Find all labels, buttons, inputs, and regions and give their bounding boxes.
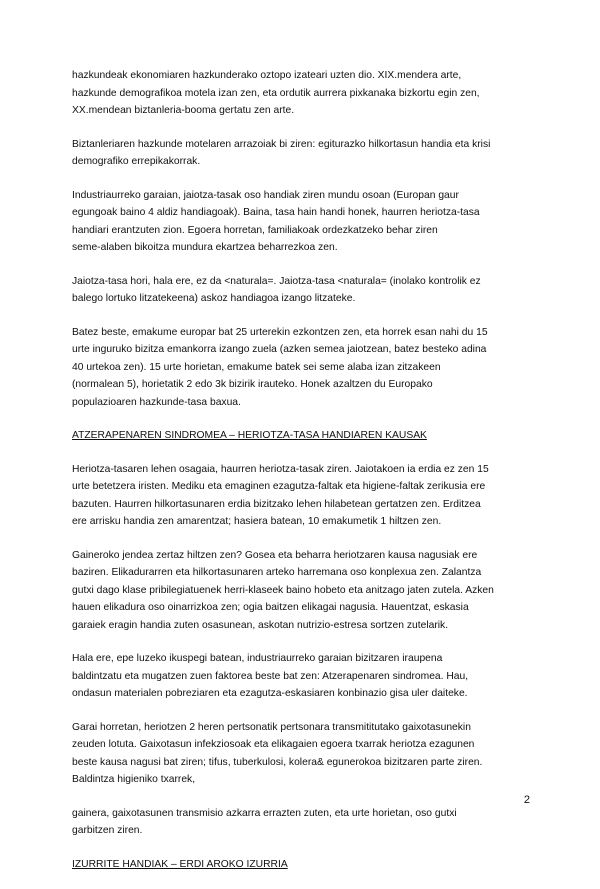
paragraph bbox=[72, 273, 532, 308]
paragraph-line: Heriotza-tasaren lehen osagaia, haurren heriotza-tasak ziren. Jaiotakoen ia erdia ez zen 15 bbox=[72, 463, 489, 475]
page-number: 2 bbox=[523, 794, 530, 806]
paragraph bbox=[72, 136, 532, 171]
paragraph-line: urte inguruko bizitza emankorra izango zuela (azken semea jaiotzean, batez besteko adina bbox=[72, 344, 487, 355]
paragraph-line: hazkundeak ekonomiaren hazkunderako oztopo izateari uzten dio. XIX.mendera arte, bbox=[72, 70, 462, 81]
paragraph-line: seme-alaben bikoitza mundura ekartzea beharrezkoa zen. bbox=[72, 242, 338, 253]
paragraph-line: beste kausa nagusi bat ziren; tifus, tuberkulosi, kolera& egunerokoa bizitzaren parte ziren. bbox=[72, 756, 483, 768]
paragraph-line: Industriaurreko garaian, jaiotza-tasak oso handiak ziren mundu osoan (Europan gaur bbox=[72, 189, 459, 201]
paragraph bbox=[72, 461, 532, 531]
paragraph-line: balego lortuko litzatekeena) askoz handiagoa izango litzateke. bbox=[72, 293, 356, 304]
paragraph-line: garbitzen ziren. bbox=[72, 825, 143, 836]
paragraph-line: egungoak baino 4 aldiz handiagoak). Baina, tasa hain handi honek, haurren heriotza-tasa bbox=[72, 207, 480, 218]
paragraph-line: baldintzatu eta mugatzen zuen faktorea beste bat zen: Atzerapenaren sindromea. Hau, bbox=[72, 670, 469, 682]
paragraph-line: XX.mendean biztanleria-booma gertatu zen arte. bbox=[72, 105, 295, 116]
paragraph-line: Gaineroko jendea zertaz hiltzen zen? Gosea eta beharra heriotzaren kausa nagusiak ere bbox=[72, 549, 478, 561]
paragraph-line: baziren. Elikadurarren eta hilkortasunaren arteko harremana oso konplexua zen. Zalantza bbox=[72, 567, 482, 578]
paragraph bbox=[72, 67, 532, 120]
paragraph-line: bazuten. Haurren hilkortasunaren erdia bizitzako lehen hilabetean gertatzen zen. Erditzea bbox=[72, 498, 481, 510]
paragraph-line: Biztanleriaren hazkunde motelaren arrazoiak bi ziren: egiturazko hilkortasun handia eta krisi bbox=[72, 138, 491, 150]
paragraph-line: demografiko errepikakorrak. bbox=[72, 156, 201, 167]
section-heading: ATZERAPENAREN SINDROMEA – HERIOTZA-TASA HANDIAREN KAUSAK bbox=[72, 430, 427, 441]
paragraph bbox=[72, 187, 532, 257]
paragraph-line: ondasun materialen pobreziaren eta ezagutza-eskasiaren konbinazio gisa uler daiteke. bbox=[72, 688, 468, 699]
paragraph bbox=[72, 547, 532, 635]
paragraph-line: zeuden lotuta. Gaixotasun infekziosoak eta elikagaien egoera txarrak heriotza ezagunen bbox=[72, 739, 475, 750]
paragraph-line: Garai horretan, heriotzen 2 heren pertsonatik pertsonara transmititutako gaixotasunekin bbox=[72, 721, 471, 733]
paragraph-line: ere arrisku handia zen amarentzat; hasiera batean, 10 emakumetik 1 hiltzen zen. bbox=[72, 516, 442, 527]
paragraph bbox=[72, 650, 532, 703]
paragraph-line: Jaiotza-tasa hori, hala ere, ez da <naturala=. Jaiotza-tasa <naturala= (inolako kontrolik ez bbox=[72, 275, 481, 287]
paragraph-line: garaiek eragin handia zuten osasunean, askotan nutrizio-estresa sortzen zutelarik. bbox=[72, 619, 449, 631]
paragraph-line: handiari erantzuten zion. Egoera horretan, familiakoak ordezkatzeko behar ziren bbox=[72, 224, 438, 236]
paragraph-line: hazkunde demografikoa motela izan zen, eta ordutik aurrera pixkanaka bizkortu egin zen, bbox=[72, 87, 480, 99]
paragraph-line: Batez beste, emakume europar bat 25 urterekin ezkontzen zen, eta horrek esan nahi du 15 bbox=[72, 326, 488, 338]
paragraph-line: Baldintza higieniko txarrek, bbox=[72, 774, 196, 785]
paragraph-line: Hala ere, epe luzeko ikuspegi batean, industriaurreko garaian bizitzaren iraupena bbox=[72, 653, 443, 664]
paragraph-line: urte betetzera iristen. Mediku eta emaginen ezagutza-faltak eta higiene-faltak zerikusia ere bbox=[72, 481, 486, 492]
paragraph-line: gutxi dago klase pribilegiatuenek herri-klaseek baino hobeto eta anitzago jaten zutela. Azken bbox=[72, 584, 494, 596]
paragraph-line: populazioaren hazkunde-tasa baxua. bbox=[72, 396, 241, 408]
document-body bbox=[72, 67, 532, 889]
section-heading: IZURRITE HANDIAK – ERDI AROKO IZURRIA bbox=[72, 858, 288, 870]
paragraph-line: (normalean 5), horietatik 2 edo 3k bizirik irauteko. Honek azaltzen du Europako bbox=[72, 379, 433, 390]
paragraph bbox=[72, 324, 532, 412]
paragraph bbox=[72, 805, 532, 840]
paragraph-line: 40 urtekoa zen). 15 urte horietan, emakume batek sei seme alaba izan zitzakeen bbox=[72, 361, 441, 373]
paragraph-line: gainera, gaixotasunen transmisio azkarra errazten zuten, eta urte horietan, oso gutxi bbox=[72, 807, 457, 819]
paragraph bbox=[72, 719, 532, 789]
paragraph-line: hauen elikadura oso oinarrizkoa zen; ogia baitzen elikagai nagusia. Hauentzat, eskasia bbox=[72, 602, 469, 613]
